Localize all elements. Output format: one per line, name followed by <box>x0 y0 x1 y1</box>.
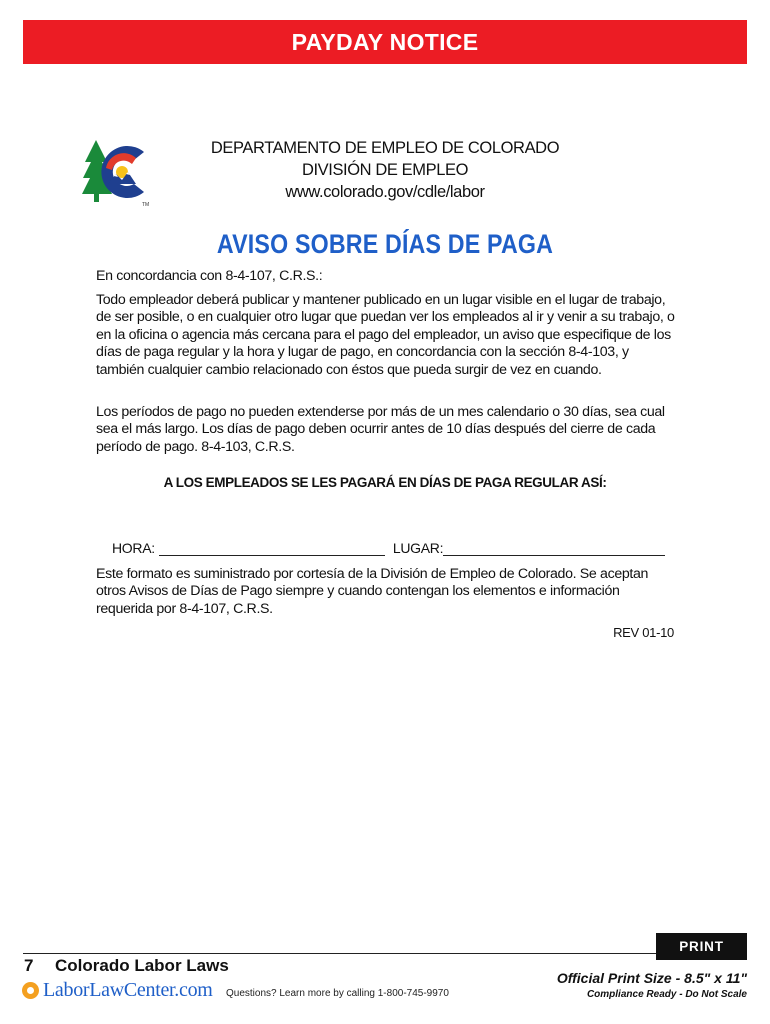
division-name: DIVISIÓN DE EMPLEO <box>301 161 469 179</box>
brand-name: LaborLawCenter.com <box>43 979 213 1001</box>
department-header <box>160 137 610 203</box>
banner-title: PAYDAY NOTICE <box>291 28 479 55</box>
footer-section-title: Colorado Labor Laws <box>55 956 229 975</box>
notice-title: AVISO SOBRE DÍAS DE PAGA <box>216 229 554 259</box>
department-url[interactable]: www.colorado.gov/cdle/labor <box>285 183 485 201</box>
regular-payday-heading: A LOS EMPLEADOS SE LES PAGARÁ EN DÍAS DE PAGA REGULAR ASÍ: <box>163 475 607 490</box>
questions-phone-text: Questions? Learn more by calling 1-800-745-9970 <box>226 988 449 999</box>
paragraph-courtesy: Este formato es suministrado por cortesía de la División de Empleo de Colorado. Se aceptan otros Avisos de Días de Pago siempre y cuando contengan los elementos e información requerida por 8-4-107, C.R.S. <box>96 566 649 617</box>
official-print-size: Official Print Size - 8.5" x 11" <box>556 970 747 986</box>
time-place-fields <box>112 540 665 556</box>
laborlawcenter-logo-icon <box>22 982 39 999</box>
revision-code: REV 01-10 <box>613 625 674 640</box>
intro-text: En concordancia con 8-4-107, C.R.S.: <box>96 268 323 284</box>
compliance-note: Compliance Ready - Do Not Scale <box>586 989 747 1000</box>
print-button[interactable]: PRINT <box>656 933 747 960</box>
lugar-label: LUGAR: <box>392 540 444 556</box>
page-number: 7 <box>24 956 34 975</box>
footer-divider <box>23 953 747 954</box>
hora-fill-line[interactable] <box>159 541 385 556</box>
laborlawcenter-brand[interactable] <box>22 979 213 1002</box>
colorado-state-logo-icon <box>82 138 156 208</box>
paragraph-pay-periods: Los períodos de pago no pueden extenderse por más de un mes calendario o 30 días, sea cual sea el más largo. Los días de pago deben ocurrir antes de 10 días después del cierre de cada período de pago. 8-4-103, C.R.S. <box>96 404 665 455</box>
lugar-fill-line[interactable] <box>443 541 665 556</box>
department-name: DEPARTAMENTO DE EMPLEO DE COLORADO <box>210 139 560 157</box>
hora-label: HORA: <box>112 540 155 556</box>
svg-text:TM: TM <box>142 202 150 208</box>
paragraph-posting-requirement: Todo empleador deberá publicar y mantener publicado en un lugar visible en el lugar de trabajo, de ser posible, o en cualquier otro lugar que puedan ver los empleados al ir y venir a su trabajo, o en la oficina o agencia más cercana para el pago del empleador, un aviso que especifique de los días de paga regular y la hora y lugar de pago, en concordancia con la sección 8-4-103, y también cualquier cambio relacionado con éstos que pueda surgir de vez en cuando. <box>96 292 675 378</box>
payday-notice-banner <box>23 20 747 64</box>
